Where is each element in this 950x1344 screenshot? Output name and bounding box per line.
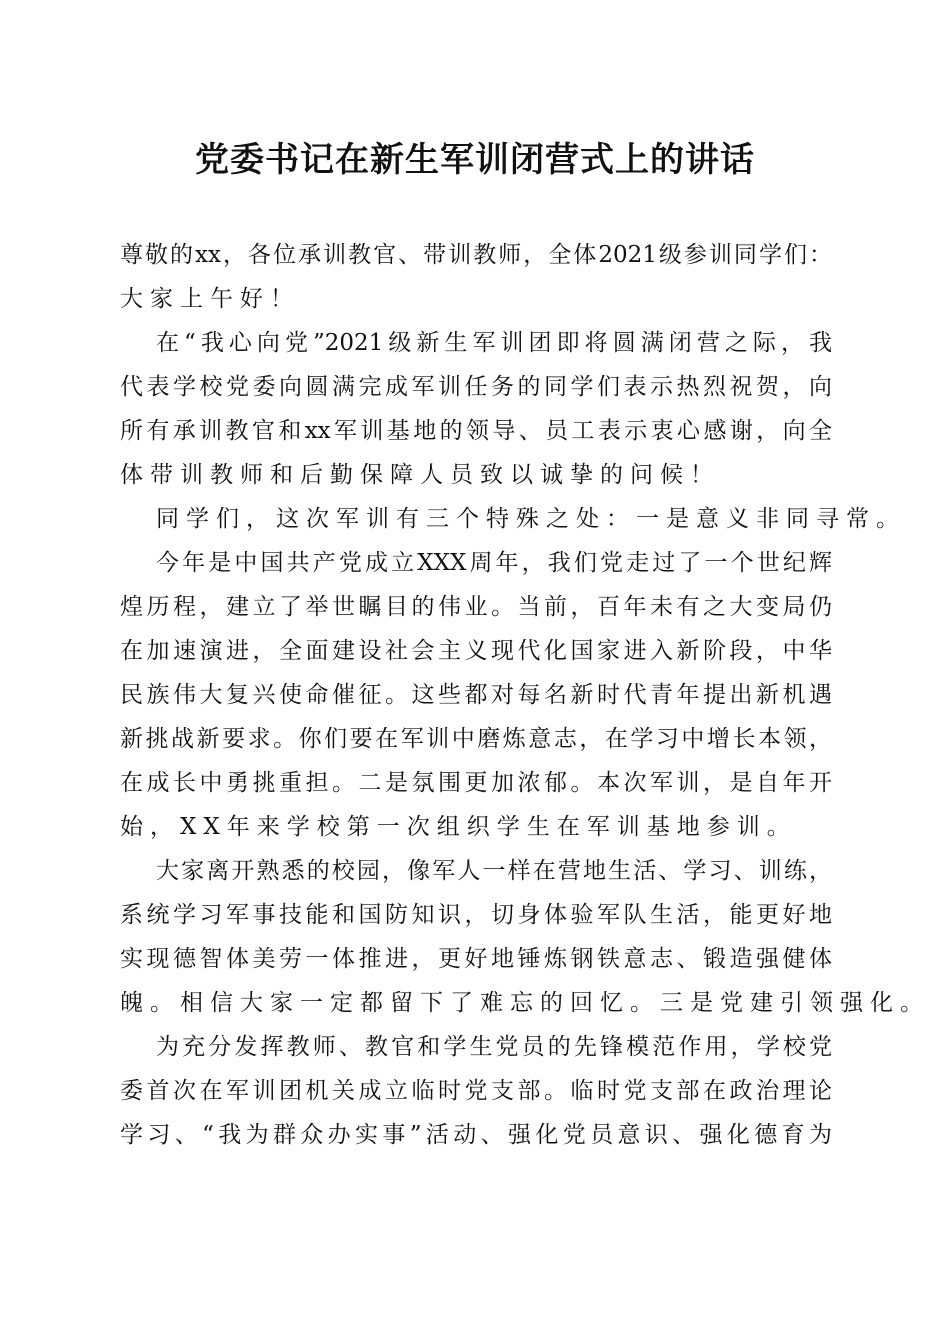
paragraph-line: 为充分发挥教师、教官和学生党员的先锋模范作用，学校党 [156,1034,832,1060]
paragraph-line: 在“我心向党”2021级新生军训团即将圆满闭营之际，我 [156,330,832,356]
paragraph-line: 委首次在军训团机关成立临时党支部。临时党支部在政治理论 [120,1078,832,1104]
paragraph-line: 代表学校党委向圆满完成军训任务的同学们表示热烈祝贺，向 [120,374,832,400]
paragraph-line: 体带训教师和后勤保障人员致以诚挚的问候！ [120,462,720,488]
paragraph-line: 同学们，这次军训有三个特殊之处：一是意义非同寻常。 [156,506,906,532]
paragraph-line: 所有承训教官和xx军训基地的领导、员工表示衷心感谢，向全 [120,418,832,444]
paragraph-line: 新挑战新要求。你们要在军训中磨炼意志，在学习中增长本领， [120,726,832,752]
paragraph [120,233,832,321]
paragraph-line: 大家上午好！ [120,286,300,312]
paragraph-line: 系统学习军事技能和国防知识，切身体验军队生活，能更好地 [120,902,832,928]
paragraph-line: 民族伟大复兴使命催征。这些都对每名新时代青年提出新机遇 [120,682,832,708]
paragraph-line: 尊敬的xx，各位承训教官、带训教师，全体2021级参训同学们： [120,242,832,268]
paragraph-line: 今年是中国共产党成立XXX周年，我们党走过了一个世纪辉 [156,550,832,576]
paragraph-line: 实现德智体美劳一体推进，更好地锤炼钢铁意志、锻造强健体 [120,946,832,972]
paragraph [120,1025,832,1157]
paragraph [120,541,832,849]
paragraph-line: 煌历程，建立了举世瞩目的伟业。当前，百年未有之大变局仍 [120,594,832,620]
paragraph [120,321,832,497]
paragraph-line: 魄。相信大家一定都留下了难忘的回忆。三是党建引领强化。 [120,990,930,1016]
paragraph-line: 始，XX年来学校第一次组织学生在军训基地参训。 [120,814,797,840]
paragraph-line: 学习、“我为群众办实事”活动、强化党员意识、强化德育为 [120,1122,832,1148]
document-title: 党委书记在新生军训闭营式上的讲话 [195,140,755,180]
paragraph [120,497,906,541]
paragraph-line: 大家离开熟悉的校园，像军人一样在营地生活、学习、训练， [156,858,832,884]
paragraph-line: 在成长中勇挑重担。二是氛围更加浓郁。本次军训，是自年开 [120,770,832,796]
paragraph-line: 在加速演进，全面建设社会主义现代化国家进入新阶段，中华 [120,638,832,664]
paragraph [120,849,930,1025]
document-body [120,233,930,1157]
